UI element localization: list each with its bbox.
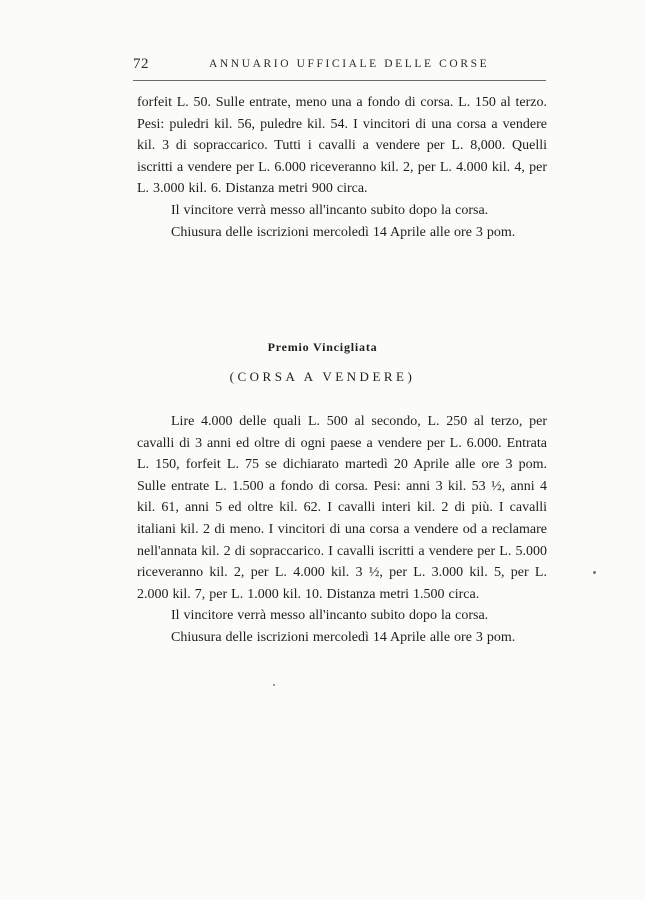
paper-speck: [273, 684, 275, 686]
auction-note: Il vincitore verrà messo all'incanto subito dopo la corsa.: [171, 202, 489, 218]
section-title: Premio Vincigliata: [267, 340, 378, 354]
closing-entries-note: Chiusura delle iscrizioni mercoledì 14 Aprile alle ore 3 pom.: [171, 224, 516, 240]
continued-paragraph: forfeit L. 50. Sulle entrate, meno una a fondo di corsa. L. 150 al terzo. Pesi: puledri kil. 56, puledre kil. 54. I vincitori di una corsa a vendere kil. 3 di sopraccarico. Tutti i cavalli a vendere per L. 8,000. Quelli iscritti a vendere per L. 6.000 riceveranno kil. 2, per L. 4.000 kil. 4, per L. 3.000 kil. 6. Distanza metri 900 circa.: [137, 95, 547, 197]
race-conditions: [137, 411, 547, 649]
section-subtitle: (CORSA A VENDERE): [229, 369, 416, 384]
page-number: 72: [133, 56, 149, 72]
continued-race-conditions: [137, 92, 547, 243]
header-rule: [133, 80, 546, 81]
running-title: ANNUARIO UFFICIALE DELLE CORSE: [209, 58, 490, 70]
closing-entries-note: Chiusura delle iscrizioni mercoledì 14 Aprile alle ore 3 pom.: [171, 629, 516, 645]
paper-speck: [593, 571, 596, 574]
conditions-paragraph: Lire 4.000 delle quali L. 500 al secondo, L. 250 al terzo, per cavalli di 3 anni ed oltre di ogni paese a vendere per L. 6.000. Entrata L. 150, forfeit L. 75 se dichiarato martedì 20 Aprile alle ore 3 pom. Sulle entrate L. 1.500 a fondo di corsa. Pesi: anni 3 kil. 53 ½, anni 4 kil. 61, anni 5 ed oltre kil. 62. I cavalli interi kil. 2 di più. I cavalli italiani kil. 2 di meno. I vincitori di una corsa a vendere od a reclamare nell'annata kil. 2 di sopraccarico. I cavalli iscritti a vendere per L. 5.000 riceveranno kil. 2, per L. 4.000 kil. 3 ½, per L. 3.000 kil. 5, per L. 2.000 kil. 7, per L. 1.000 kil. 10. Distanza metri 1.500 circa.: [137, 414, 547, 602]
auction-note: Il vincitore verrà messo all'incanto subito dopo la corsa.: [171, 608, 489, 624]
running-head: [133, 56, 549, 78]
